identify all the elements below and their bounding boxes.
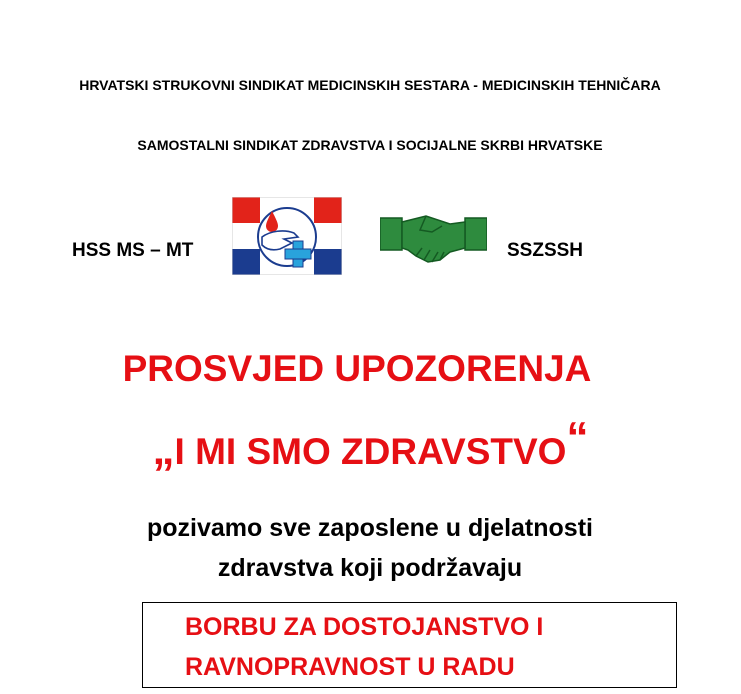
highlight-box [142,602,677,688]
invitation-text [60,508,680,588]
invitation-line-1: pozivamo sve zaposlene u djelatnosti [147,514,593,542]
highlight-box-text [185,607,543,687]
page-title: PROSVJED UPOZORENJA [122,348,592,389]
highlight-line-2: RAVNOPRAVNOST U RADU [185,653,515,681]
slogan-close-quote: “ [566,413,589,462]
organization-name-hss: HRVATSKI STRUKOVNI SINDIKAT MEDICINSKIH SESTARA - MEDICINSKIH TEHNIČARA [79,77,661,93]
slogan-open-quote: „ [152,425,175,474]
hss-logo-icon [232,197,342,275]
slogan [0,413,741,477]
highlight-line-1: BORBU ZA DOSTOJANSTVO I [185,613,544,641]
hss-acronym: HSS MS – MT [72,240,194,261]
sszssh-logo [380,210,487,265]
sszssh-acronym: SSZSSH [507,240,584,261]
organization-name-sszssh: SAMOSTALNI SINDIKAT ZDRAVSTVA I SOCIJALNE SKRBI HRVATSKE [137,137,603,153]
slogan-text: I MI SMO ZDRAVSTVO [174,431,567,472]
hss-logo [232,197,342,275]
handshake-icon [380,210,487,265]
invitation-line-2: zdravstva koji podržavaju [217,554,523,582]
